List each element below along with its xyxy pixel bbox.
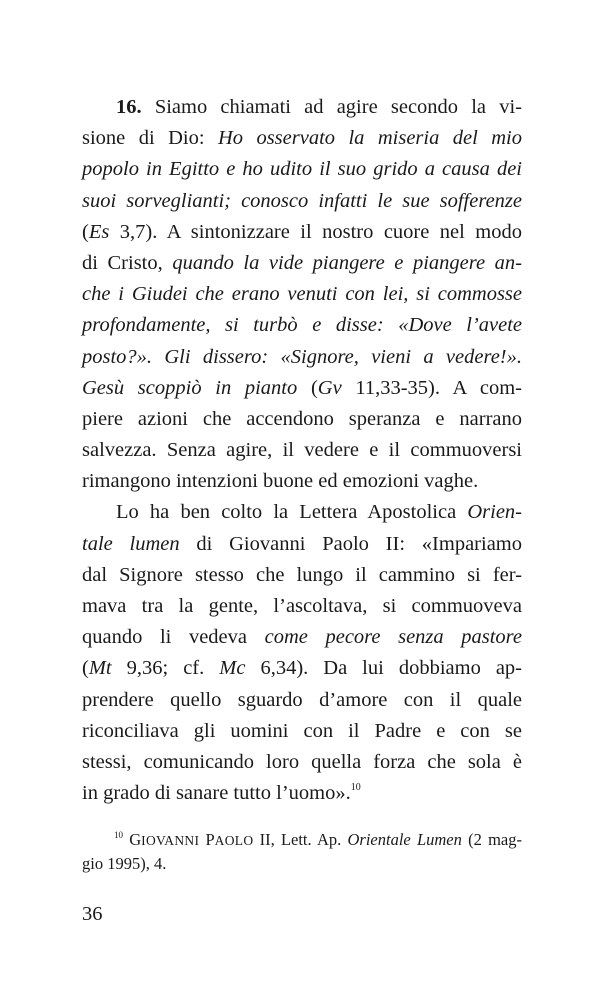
text-line: posto?». Gli dissero: «Signore, vieni a vedere!». bbox=[82, 345, 522, 368]
text-line bbox=[82, 622, 522, 653]
text-span: 11,33-35). A com- bbox=[341, 376, 522, 399]
text-span: 3,7). A sintonizzare il nostro cuore nel modo bbox=[109, 220, 522, 243]
bible-ref: Es bbox=[88, 220, 110, 243]
author-name: P bbox=[199, 830, 215, 849]
footnote-line bbox=[82, 828, 522, 852]
text-line bbox=[82, 529, 522, 560]
text-line: stessi, comunicando loro quella forza che sola è bbox=[82, 750, 522, 773]
text-line: mava tra la gente, l’ascoltava, si commuoveva bbox=[82, 595, 522, 617]
text-line: riconciliava gli uomini con il Padre e con se bbox=[82, 719, 522, 742]
text-span: ( bbox=[297, 376, 318, 399]
text-span: II, Lett. Ap. bbox=[253, 830, 348, 849]
text-line: profondamente, si turbò e disse: «Dove l’avete bbox=[82, 314, 522, 337]
text-span: Lo ha ben colto la Lettera Apostolica bbox=[116, 501, 468, 524]
footnote-line: gio 1995), 4. bbox=[82, 854, 167, 873]
text-span: ( bbox=[82, 657, 89, 680]
text-line bbox=[82, 217, 522, 248]
paragraph-number: 16. bbox=[116, 96, 142, 118]
quote-span: come pecore senza pastore bbox=[264, 626, 522, 649]
bible-ref: Gv bbox=[317, 376, 342, 399]
author-name: IOVANNI bbox=[141, 833, 200, 848]
text-line: che i Giudei che erano venuti con lei, si commosse bbox=[82, 283, 522, 306]
text-span: 9,36; cf. bbox=[111, 657, 220, 680]
text-span: (2 mag- bbox=[461, 830, 522, 849]
text-line bbox=[82, 778, 522, 809]
document-title: tale lumen bbox=[82, 532, 180, 555]
bible-ref: Mt bbox=[88, 657, 112, 680]
text-line: suoi sorveglianti; conosco infatti le sue sofferenze bbox=[82, 189, 522, 212]
author-name: G bbox=[129, 830, 142, 849]
author-name: AOLO bbox=[214, 833, 254, 848]
text-span: Siamo chiamati ad agire secondo la vi- bbox=[141, 96, 522, 118]
quote-span: Ho osservato la miseria del mio bbox=[217, 127, 522, 150]
document-title: Orientale Lumen bbox=[347, 830, 462, 849]
text-span: sione di Dio: bbox=[82, 127, 218, 150]
footnote-reference[interactable]: 10 bbox=[350, 782, 361, 794]
text-line: dal Signore stesso che lungo il cammino si fer- bbox=[82, 563, 522, 586]
page-number: 36 bbox=[82, 903, 103, 925]
text-line: salvezza. Senza agire, il vedere e il commuoversi bbox=[82, 439, 522, 462]
document-title: Orien- bbox=[467, 501, 522, 524]
text-line: popolo in Egitto e ho udito il suo grido a causa dei bbox=[82, 158, 522, 181]
text-span: quando li vedeva bbox=[82, 626, 265, 649]
footnote bbox=[82, 828, 522, 876]
body-text bbox=[82, 92, 522, 809]
text-line bbox=[82, 248, 522, 279]
text-line: prendere quello sguardo d’amore con il quale bbox=[82, 688, 522, 711]
text-line bbox=[82, 92, 522, 123]
text-span: di Giovanni Paolo II: «Impariamo bbox=[179, 532, 522, 555]
quote-span: quando la vide piangere e piangere an- bbox=[172, 251, 522, 274]
bible-ref: Mc bbox=[219, 657, 246, 680]
text-line bbox=[82, 123, 522, 154]
text-line: piere azioni che accendono speranza e narrano bbox=[82, 407, 522, 430]
text-line bbox=[82, 497, 522, 528]
text-line: rimangono intenzioni buone ed emozioni vaghe. bbox=[82, 470, 479, 493]
text-span: in grado di sanare tutto l’uomo». bbox=[82, 782, 351, 805]
text-span: 6,34). Da lui dobbiamo ap- bbox=[245, 657, 522, 680]
text-span: ( bbox=[82, 220, 89, 243]
text-line bbox=[82, 373, 522, 404]
text-line bbox=[82, 653, 522, 684]
quote-span: Gesù scoppiò in pianto bbox=[82, 376, 298, 399]
footnote-marker: 10 bbox=[114, 830, 123, 840]
text-span: di Cristo, bbox=[82, 251, 173, 274]
